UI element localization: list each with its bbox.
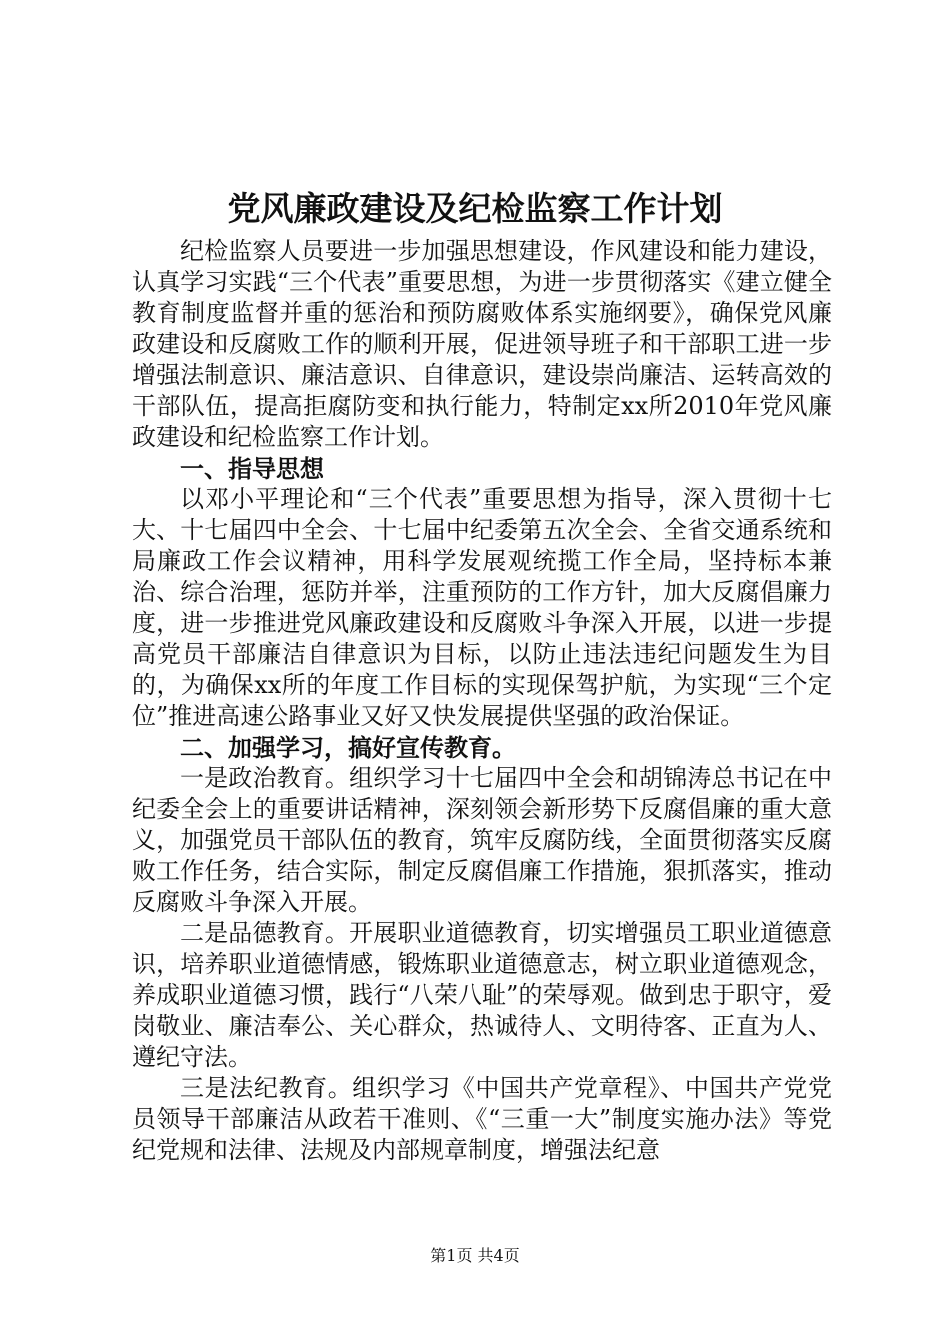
section-heading-study-education: 二、加强学习，搞好宣传教育。 [180,733,516,762]
page-number-footer: 第1页 共4页 [430,1246,520,1265]
section-heading-guiding-ideology: 一、指导思想 [180,454,324,483]
guiding-ideology-paragraph: 以邓小平理论和“三个代表”重要思想为指导，深入贯彻十七大、十七届四中全会、十七届中纪委第五次全会、全省交通系统和局廉政工作会议精神，用科学发展观统揽工作全局，坚持标本兼治、综合治理，惩防并举，注重预防的工作方针，加大反腐倡廉力度，进一步推进党风廉政建设和反腐败斗争深入开展，以进一步提高党员干部廉洁自律意识为目标，以防止违法违纪问题发生为目的，为确保xx所的年度工作目标的实现保驾护航，为实现“三个定位”推进高速公路事业又好又快发展提供坚强的政治保证。 [132,485,832,730]
political-education-paragraph: 一是政治教育。组织学习十七届四中全会和胡锦涛总书记在中纪委全会上的重要讲话精神，深刻领会新形势下反腐倡廉的重大意义，加强党员干部队伍的教育，筑牢反腐防线，全面贯彻落实反腐败工作任务，结合实际，制定反腐倡廉工作措施，狠抓落实，推动反腐败斗争深入开展。 [132,764,832,916]
moral-education-paragraph: 二是品德教育。开展职业道德教育，切实增强员工职业道德意识，培养职业道德情感，锻炼职业道德意志，树立职业道德观念，养成职业道德习惯，践行“八荣八耻”的荣辱观。做到忠于职守，爱岗敬业、廉洁奉公、关心群众，热诚待人、文明待客、正直为人、遵纪守法。 [132,919,832,1071]
legal-education-paragraph: 三是法纪教育。组织学习《中国共产党章程》、中国共产党党员领导干部廉洁从政若干准则、《“三重一大”制度实施办法》等党纪党规和法律、法规及内部规章制度，增强法纪意 [132,1074,832,1164]
document-title: 党风廉政建设及纪检监察工作计划 [227,189,723,228]
document-body [132,236,832,1166]
intro-paragraph: 纪检监察人员要进一步加强思想建设，作风建设和能力建设，认真学习实践“三个代表”重要思想，为进一步贯彻落实《建立健全教育制度监督并重的惩治和预防腐败体系实施纲要》，确保党风廉政建设和反腐败工作的顺利开展，促进领导班子和干部职工进一步增强法制意识、廉洁意识、自律意识，建设崇尚廉洁、运转高效的干部队伍，提高拒腐防变和执行能力，特制定xx所2010年党风廉政建设和纪检监察工作计划。 [132,237,832,451]
